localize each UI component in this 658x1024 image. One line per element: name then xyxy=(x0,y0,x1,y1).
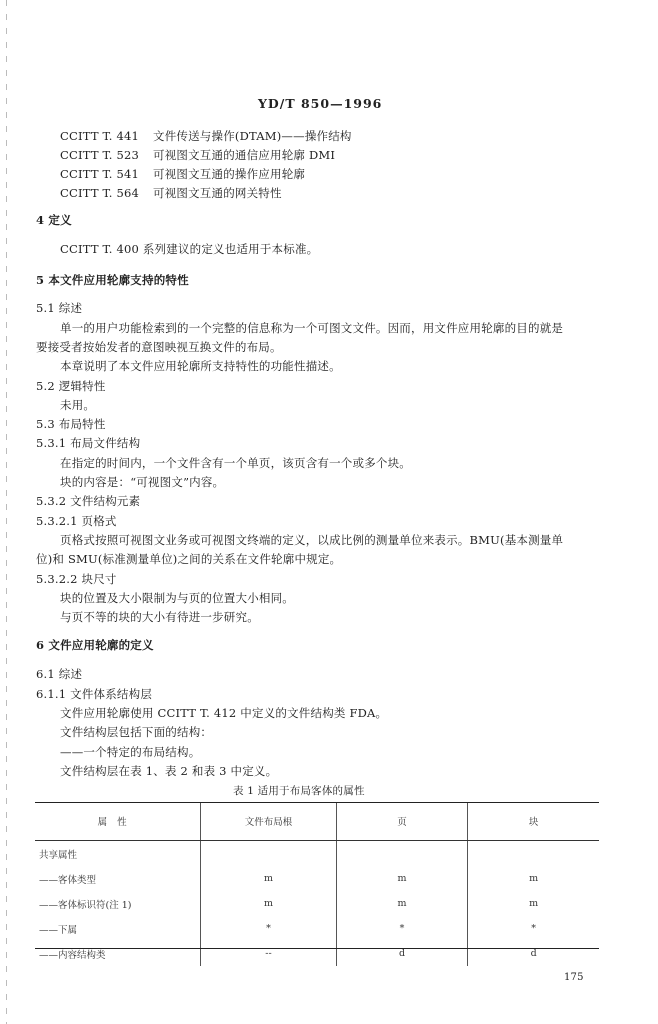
block-cell: m xyxy=(468,891,599,916)
table-row xyxy=(35,916,599,941)
page-number: 175 xyxy=(564,972,584,983)
root-cell: m xyxy=(201,866,337,891)
block-cell: * xyxy=(468,916,599,941)
table-caption: 表 1 适用于布局客体的属性 xyxy=(233,785,365,797)
section-5-heading: 5 本文件应用轮廓支持的特性 xyxy=(36,273,189,287)
paragraph: 文件应用轮廓使用 CCITT T. 412 中定义的文件结构类 FDA。 xyxy=(60,706,388,720)
paragraph: 文件结构层包括下面的结构： xyxy=(60,725,213,739)
paragraph: 块的位置及大小限制为与页的位置大小相同。 xyxy=(60,591,294,605)
ref-title: 可视图文互通的操作应用轮廓 xyxy=(153,167,306,181)
paragraph: 单一的用户功能检索到的一个完整的信息称为一个可图文文件。因而，用文件应用轮廓的目的就是 xyxy=(60,321,564,335)
subsection-heading: 5.3.2.1 页格式 xyxy=(36,514,117,528)
scan-edge-mark xyxy=(6,0,7,1024)
attr-cell: ——客体类型 xyxy=(39,874,97,886)
subsection-heading: 5.3.2 文件结构元素 xyxy=(36,494,141,508)
root-cell xyxy=(201,841,337,867)
ref-title: 文件传送与操作(DTAM)——操作结构 xyxy=(153,129,352,143)
paragraph: 未用。 xyxy=(60,398,96,412)
subsection-heading: 5.3.2.2 块尺寸 xyxy=(36,572,117,586)
section-6-heading: 6 文件应用轮廓的定义 xyxy=(36,638,154,652)
paragraph: 在指定的时间内，一个文件含有一个单页，该页含有一个或多个块。 xyxy=(60,456,411,470)
attr-cell: 共享属性 xyxy=(39,849,78,861)
paragraph: 位)和 SMU(标准测量单位)之间的关系在文件轮廓中规定。 xyxy=(36,552,342,566)
table-row xyxy=(35,941,599,966)
ref-code: CCITT T. 541 xyxy=(60,167,139,181)
column-header: 属性 xyxy=(35,802,201,841)
section-4-body: CCITT T. 400 系列建议的定义也适用于本标准。 xyxy=(60,242,319,256)
page-cell: d xyxy=(336,941,468,966)
ref-code: CCITT T. 564 xyxy=(60,186,139,200)
block-cell xyxy=(468,841,599,867)
subsection-heading: 6.1 综述 xyxy=(36,667,83,681)
subsection-heading: 5.3.1 布局文件结构 xyxy=(36,436,141,450)
paragraph: 本章说明了本文件应用轮廓所支持特性的功能性描述。 xyxy=(60,359,341,373)
page-cell: m xyxy=(336,891,468,916)
attr-cell: ——内容结构类 xyxy=(39,949,106,961)
paragraph: 与页不等的块的大小有待进一步研究。 xyxy=(60,610,259,624)
page-header: YD/T 850—1996 xyxy=(258,96,383,111)
paragraph: 块的内容是：“可视图文”内容。 xyxy=(60,475,225,489)
page-cell xyxy=(336,841,468,867)
attributes-table xyxy=(35,802,599,966)
table-row xyxy=(35,866,599,891)
column-header: 页 xyxy=(336,802,468,841)
column-header: 文件布局根 xyxy=(201,802,337,841)
paragraph: 文件结构层在表 1、表 2 和表 3 中定义。 xyxy=(60,764,278,778)
paragraph: 要接受者按始发者的意图映视互换文件的布局。 xyxy=(36,340,282,354)
root-cell: -- xyxy=(201,941,337,966)
block-cell: m xyxy=(468,866,599,891)
ref-title: 可视图文互通的网关特性 xyxy=(153,186,282,200)
table-row xyxy=(35,891,599,916)
ref-code: CCITT T. 441 xyxy=(60,129,139,143)
subsection-heading: 6.1.1 文件体系结构层 xyxy=(36,687,153,701)
section-4-heading: 4 定义 xyxy=(36,213,72,227)
table-row xyxy=(35,841,599,867)
subsection-heading: 5.2 逻辑特性 xyxy=(36,379,106,393)
subsection-heading: 5.3 布局特性 xyxy=(36,417,106,431)
attr-cell: ——客体标识符(注 1) xyxy=(39,899,132,911)
root-cell: * xyxy=(201,916,337,941)
ref-code: CCITT T. 523 xyxy=(60,148,139,162)
column-header: 块 xyxy=(468,802,599,841)
page-cell: * xyxy=(336,916,468,941)
block-cell: d xyxy=(468,941,599,966)
ref-title: 可视图文互通的通信应用轮廓 DMI xyxy=(153,148,336,162)
subsection-heading: 5.1 综述 xyxy=(36,301,83,315)
paragraph: ——一个特定的布局结构。 xyxy=(60,745,201,759)
page-cell: m xyxy=(336,866,468,891)
root-cell: m xyxy=(201,891,337,916)
attr-cell: ——下属 xyxy=(39,924,78,936)
table-header-row xyxy=(35,802,599,841)
paragraph: 页格式按照可视图文业务或可视图文终端的定义，以成比例的测量单位来表示。BMU(基本测量单 xyxy=(60,533,564,547)
